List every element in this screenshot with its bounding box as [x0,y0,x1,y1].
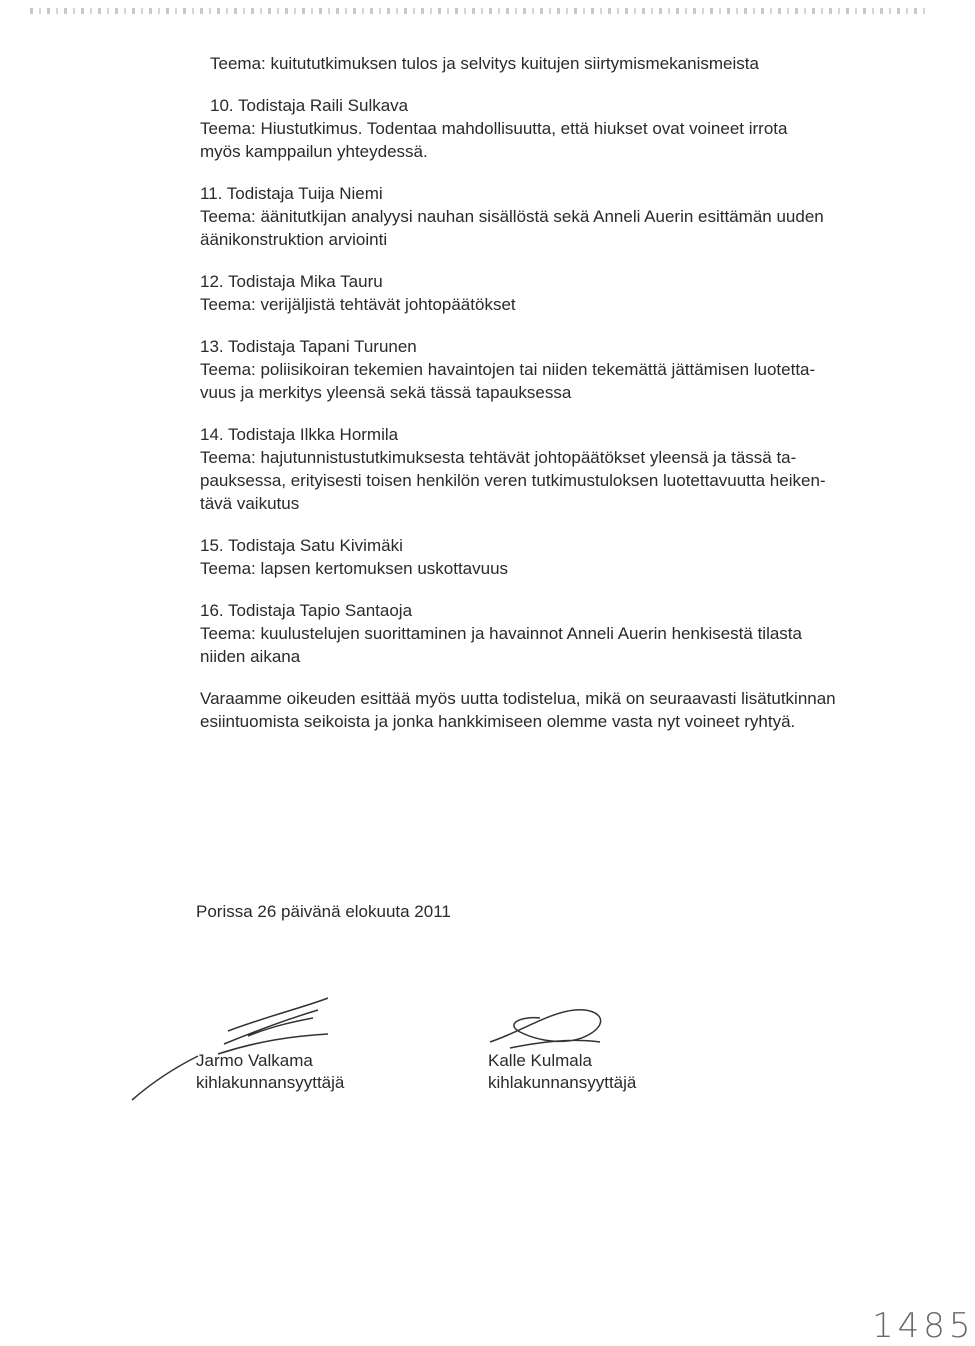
witness-theme-line: Teema: poliisikoiran tekemien havaintojen tai niiden tekemättä jättämisen luotetta- [200,360,816,379]
witness-entry [200,599,880,668]
witness-entry [200,335,880,404]
witness-list [200,94,880,668]
signatory-right [488,1050,636,1094]
witness-entry [200,423,880,515]
witness-theme-line: niiden aikana [200,647,301,666]
witness-heading: 14. Todistaja Ilkka Hormila [200,425,399,444]
witness-theme-line: Teema: lapsen kertomuksen uskottavuus [200,559,509,578]
signatory-title: kihlakunnansyyttäjä [488,1073,637,1092]
witness-theme-line: äänikonstruktion arviointi [200,230,388,249]
witness-theme-line: Teema: kuulustelujen suorittaminen ja havainnot Anneli Auerin henkisestä tilasta [200,624,802,643]
document-body [200,52,880,752]
witness-heading: 16. Todistaja Tapio Santaoja [200,601,413,620]
witness-theme-line: Teema: hajutunnistustutkimuksesta tehtävät johtopäätökset yleensä ja tässä ta- [200,448,797,467]
witness-theme-line: Teema: äänitutkijan analyysi nauhan sisällöstä sekä Anneli Auerin esittämän uuden [200,207,824,226]
witness-heading: 10. Todistaja Raili Sulkava [210,96,409,115]
signatory-left [196,1050,344,1094]
witness-heading: 15. Todistaja Satu Kivimäki [200,536,403,555]
witness-heading: 11. Todistaja Tuija Niemi [200,184,383,203]
witness-heading: 12. Todistaja Mika Tauru [200,272,383,291]
witness-entry [200,182,880,251]
signatory-title: kihlakunnansyyttäjä [196,1073,345,1092]
witness-entry [200,270,880,316]
witness-theme-line: vuus ja merkitys yleensä sekä tässä tapauksessa [200,383,572,402]
page-number: 1485 [872,1306,975,1346]
witness-theme-line: myös kamppailun yhteydessä. [200,142,428,161]
signatory-name: Kalle Kulmala [488,1051,592,1070]
scan-header-noise [30,8,930,14]
closing-line: Varaamme oikeuden esittää myös uutta todistelua, mikä on seuraavasti lisätutkinnan [200,689,836,708]
witness-theme-line: Teema: verijäljistä tehtävät johtopäätökset [200,295,516,314]
closing-paragraph [200,687,880,733]
witness-entry [200,94,880,163]
intro-theme [200,52,880,75]
witness-entry [200,534,880,580]
witness-theme-line: Teema: Hiustutkimus. Todentaa mahdollisuutta, että hiukset ovat voineet irrota [200,119,788,138]
intro-theme-line: Teema: kuitututkimuksen tulos ja selvitys kuitujen siirtymismekanismeista [210,54,759,73]
signatory-name: Jarmo Valkama [196,1051,313,1070]
place-and-date: Porissa 26 päivänä elokuuta 2011 [196,902,451,921]
closing-line: esiintuomista seikoista ja jonka hankkimiseen olemme vasta nyt voineet ryhtyä. [200,712,796,731]
witness-theme-line: pauksessa, erityisesti toisen henkilön veren tutkimustuloksen luotettavuutta heiken- [200,471,826,490]
witness-theme-line: tävä vaikutus [200,494,300,513]
witness-heading: 13. Todistaja Tapani Turunen [200,337,417,356]
